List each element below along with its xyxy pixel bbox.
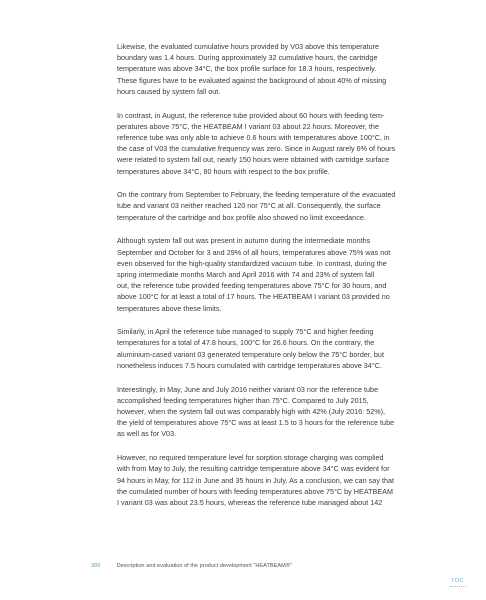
paragraph-3: On the contrary from September to February, the feeding temperature of the evacuated tube and variant 03 neither reached 120 nor 75°C at all. Consequently, the surface temperature of the cartridge and box profile also showed no limit exceedance.: [117, 190, 396, 222]
paragraph-4: Although system fall out was present in autumn during the intermediate months September and October for 3 and 29% of all hours, temperatures above 75% was not even observed for the high-quality standardized vacuum tube. In contrast, during the spring intermediate months March and April 2016 with 74 and 23% of system fall out, the reference tube provided feeding temperatures above 75°C for 30 hours, and above 100°C for at least a total of 17 hours. The HEATBEAM I variant 03 provided no temperatures above these limits.: [117, 236, 391, 313]
toc-underline: [450, 586, 466, 588]
toc-link[interactable]: TOC: [451, 578, 465, 584]
paragraph-1: Likewise, the evaluated cumulative hours provided by V03 above this temperature boundary was 1.4 hours. During approximately 32 cumulative hours, the cartridge temperature was above 34°C, the box profile surface for 18.3 hours, respectively. These figures have to be evaluated against the background of about 40% of missing hours caused by system fall out.: [117, 42, 387, 96]
page-footer: [91, 563, 292, 569]
page-number: 389: [91, 563, 101, 569]
running-title: Description and evaluation of the product development "HEATBEAM®": [116, 563, 292, 569]
paragraph-6: Interestingly, in May, June and July 2016 neither variant 03 nor the reference tube accomplished feeding temperatures higher than 75°C. Compared to July 2015, however, when the system fall out was comparably high with 42% (July 2016: 52%), the yield of temperatures above 75°C was at least 1.5 to 3 hours for the reference tube as well as for V03.: [117, 384, 395, 439]
paragraph-5: Similarly, in April the reference tube managed to supply 75°C and higher feeding temperatures for a total of 47.8 hours, 100°C for 26.6 hours. On the contrary, the aluminium-cased variant 03 generated temperature only below the 75°C border, but nonetheless induces 7.5 hours cumulated with cartridge temperatures above 34°C.: [117, 327, 384, 370]
paragraph-7: However, no required temperature level for sorption storage charging was complied with from May to July, the resulting cartridge temperature above 34°C was evident for 94 hours in May, for 112 in June and 35 hours in July. As a conclusion, we can say that the cumulated number of hours with feeding temperatures above 75°C by HEATBEAM I variant 03 was about 23.5 hours, whereas the reference tube managed about 142: [117, 453, 395, 507]
body-text: [117, 41, 443, 521]
paragraph-2: In contrast, in August, the reference tube provided about 60 hours with feeding tem- peratures above 75°C, the HEATBEAM I variant 03 about 22 hours. Moreover, the reference tube was only able to achieve 0.6 hours with temperatures above 100°C, in the case of V03 the cumulative frequency was zero. Since in August rarely 6% of hours were related to system fall out, nearly 150 hours were obtained with cartridge surface temperatures above 34°C, 80 hours with respect to the box profile.: [117, 110, 396, 176]
